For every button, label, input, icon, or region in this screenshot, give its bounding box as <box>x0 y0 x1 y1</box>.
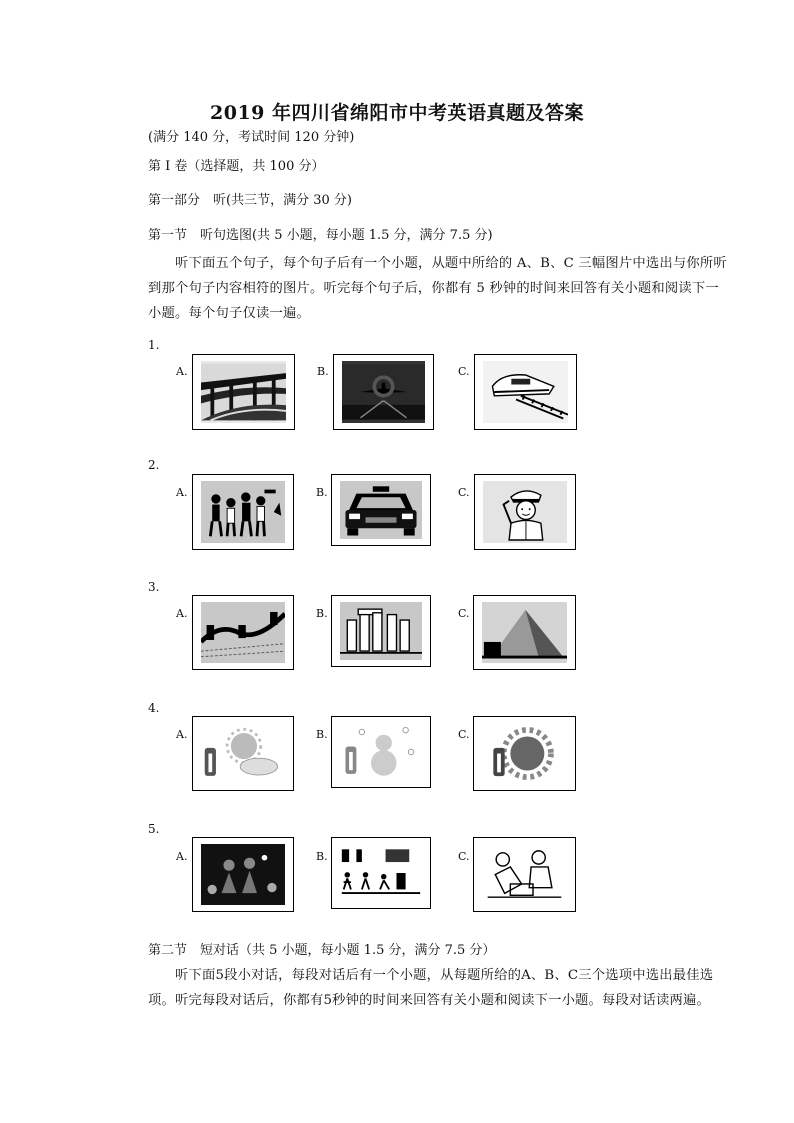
option-picture[interactable] <box>331 837 431 909</box>
question-number: 1. <box>148 338 160 352</box>
police-officer-icon <box>483 481 567 543</box>
option-label: A. <box>176 850 188 863</box>
option-picture[interactable] <box>331 595 431 667</box>
section1-instructions: 听下面五个句子，每个句子后有一个小题，从题中所给的 A、B、C 三幅图片中选出与你所听到那个句子内容相符的图片。听完每个句子后，你都有 5 秒钟的时间来回答有关小题和阅读下一小题。每个句子仅读一遍。 <box>148 256 727 321</box>
option-label: B. <box>316 486 328 499</box>
concert-crowd-icon <box>201 844 285 905</box>
taxi-icon <box>340 481 422 539</box>
family-cooking-icon <box>482 844 567 905</box>
question-number: 4. <box>148 701 160 715</box>
part-heading: 第一部分 听(共三节，满分 30 分) <box>148 193 352 208</box>
hot-sun-thermometer-icon <box>482 723 567 784</box>
option-picture[interactable] <box>473 595 576 670</box>
snowman-thermometer-icon <box>340 723 422 781</box>
option-picture[interactable] <box>333 354 434 430</box>
highway-bridge-icon <box>201 361 286 423</box>
score-time-note: (满分 140 分，考试时间 120 分钟) <box>148 130 355 145</box>
option-label: A. <box>176 486 188 499</box>
option-picture[interactable] <box>473 837 576 912</box>
option-label: B. <box>316 728 328 741</box>
option-picture[interactable] <box>331 716 431 788</box>
option-label: C. <box>458 850 470 863</box>
section2-instructions: 听下面5段小对话，每段对话后有一个小题，从每题所给的A、B、C三个选项中选出最佳选项。听完每段对话后，你都有5秒钟的时间来回答有关小题和阅读下一小题。每段对话读两遍。 <box>148 968 714 1008</box>
option-picture[interactable] <box>192 474 294 550</box>
sun-cloud-thermometer-icon <box>201 723 285 784</box>
option-label: B. <box>316 850 328 863</box>
option-label: C. <box>458 728 470 741</box>
option-label: C. <box>458 607 470 620</box>
great-wall-icon <box>201 602 285 663</box>
pyramid-icon <box>482 602 567 663</box>
option-picture[interactable] <box>192 354 295 430</box>
option-picture[interactable] <box>474 474 576 550</box>
question-number: 3. <box>148 580 160 594</box>
question-number: 2. <box>148 458 160 472</box>
option-label: B. <box>316 607 328 620</box>
high-speed-train-icon <box>483 361 568 423</box>
sports-figures-icon <box>340 844 422 902</box>
option-picture[interactable] <box>473 716 576 791</box>
question-number: 5. <box>148 822 160 836</box>
option-label: A. <box>176 365 188 378</box>
stonehenge-icon <box>340 602 422 660</box>
option-label: A. <box>176 607 188 620</box>
option-picture[interactable] <box>192 716 294 791</box>
option-label: C. <box>458 365 470 378</box>
option-picture[interactable] <box>192 837 294 912</box>
option-picture[interactable] <box>474 354 577 430</box>
airplane-icon <box>342 361 425 423</box>
option-label: B. <box>317 365 329 378</box>
option-picture[interactable] <box>192 595 294 670</box>
option-picture[interactable] <box>331 474 431 546</box>
section1-heading: 第一节 听句选图(共 5 小题，每小题 1.5 分，满分 7.5 分) <box>148 228 493 243</box>
people-group-icon <box>201 481 285 543</box>
volume-heading: 第 I 卷（选择题，共 100 分） <box>148 159 325 174</box>
option-label: C. <box>458 486 470 499</box>
page-title: 2019 年四川省绵阳市中考英语真题及答案 <box>210 102 584 124</box>
option-label: A. <box>176 728 188 741</box>
section2-heading: 第二节 短对话（共 5 小题，每小题 1.5 分，满分 7.5 分） <box>148 943 496 958</box>
